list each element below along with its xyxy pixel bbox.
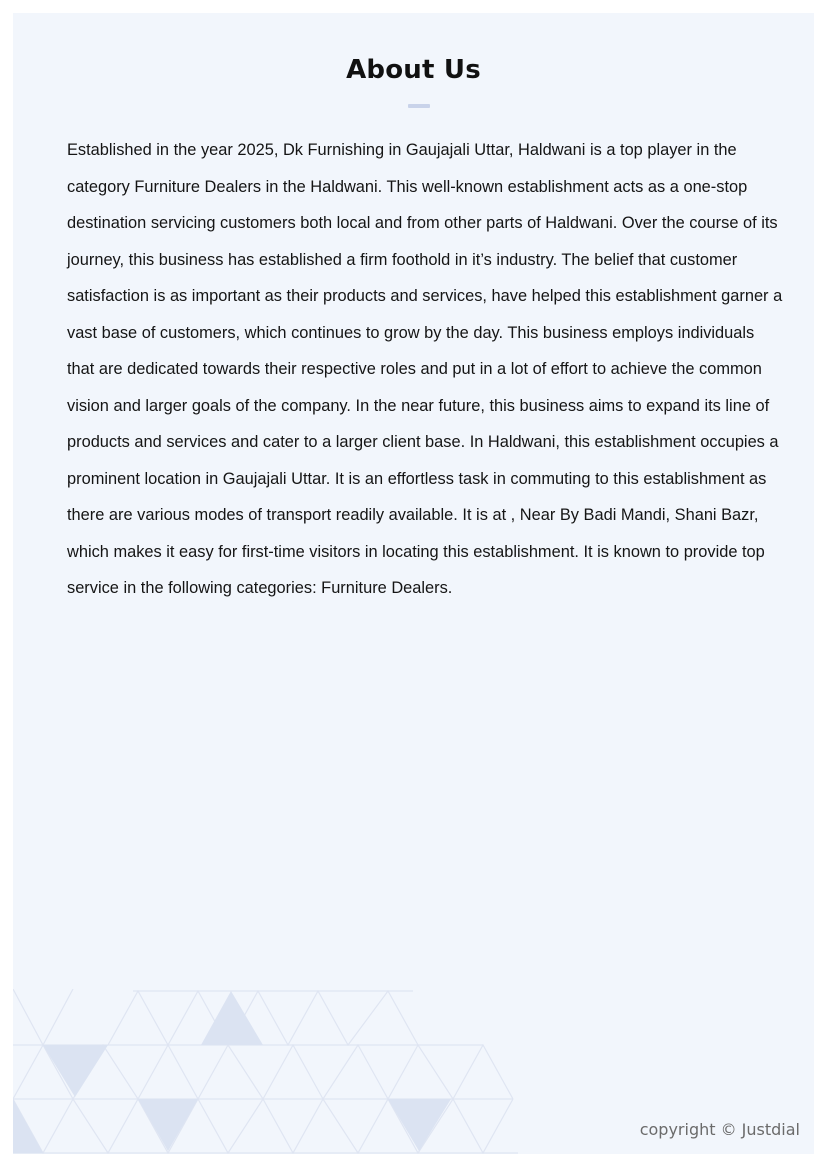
triangle-pattern-decoration — [13, 989, 518, 1154]
title-underline — [408, 104, 430, 108]
about-us-page — [13, 13, 814, 1154]
page-title: About Us — [346, 55, 481, 85]
copyright-text: copyright © Justdial — [639, 1120, 800, 1139]
about-body-text: Established in the year 2025, Dk Furnishing in Gaujajali Uttar, Haldwani is a top player in the category Furniture Dealers in the Haldwani. This well-known establishment acts as a one-stop destination servicing customers both local and from other parts of Haldwani. Over the course of its journey, this business has established a firm foothold in it’s industry. The belief that customer satisfaction is as important as their products and services, have helped this establishment garner a vast base of customers, which continues to grow by the day. This business employs individuals that are dedicated towards their respective roles and put in a lot of effort to achieve the common vision and larger goals of the company. In the near future, this business aims to expand its line of products and services and cater to a larger client base. In Haldwani, this establishment occupies a prominent location in Gaujajali Uttar. It is an effortless task in commuting to this establishment as there are various modes of transport readily available. It is at , Near By Badi Mandi, Shani Bazr, which makes it easy for first-time visitors in locating this establishment. It is known to provide top service in the following categories: Furniture Dealers. — [67, 141, 783, 597]
